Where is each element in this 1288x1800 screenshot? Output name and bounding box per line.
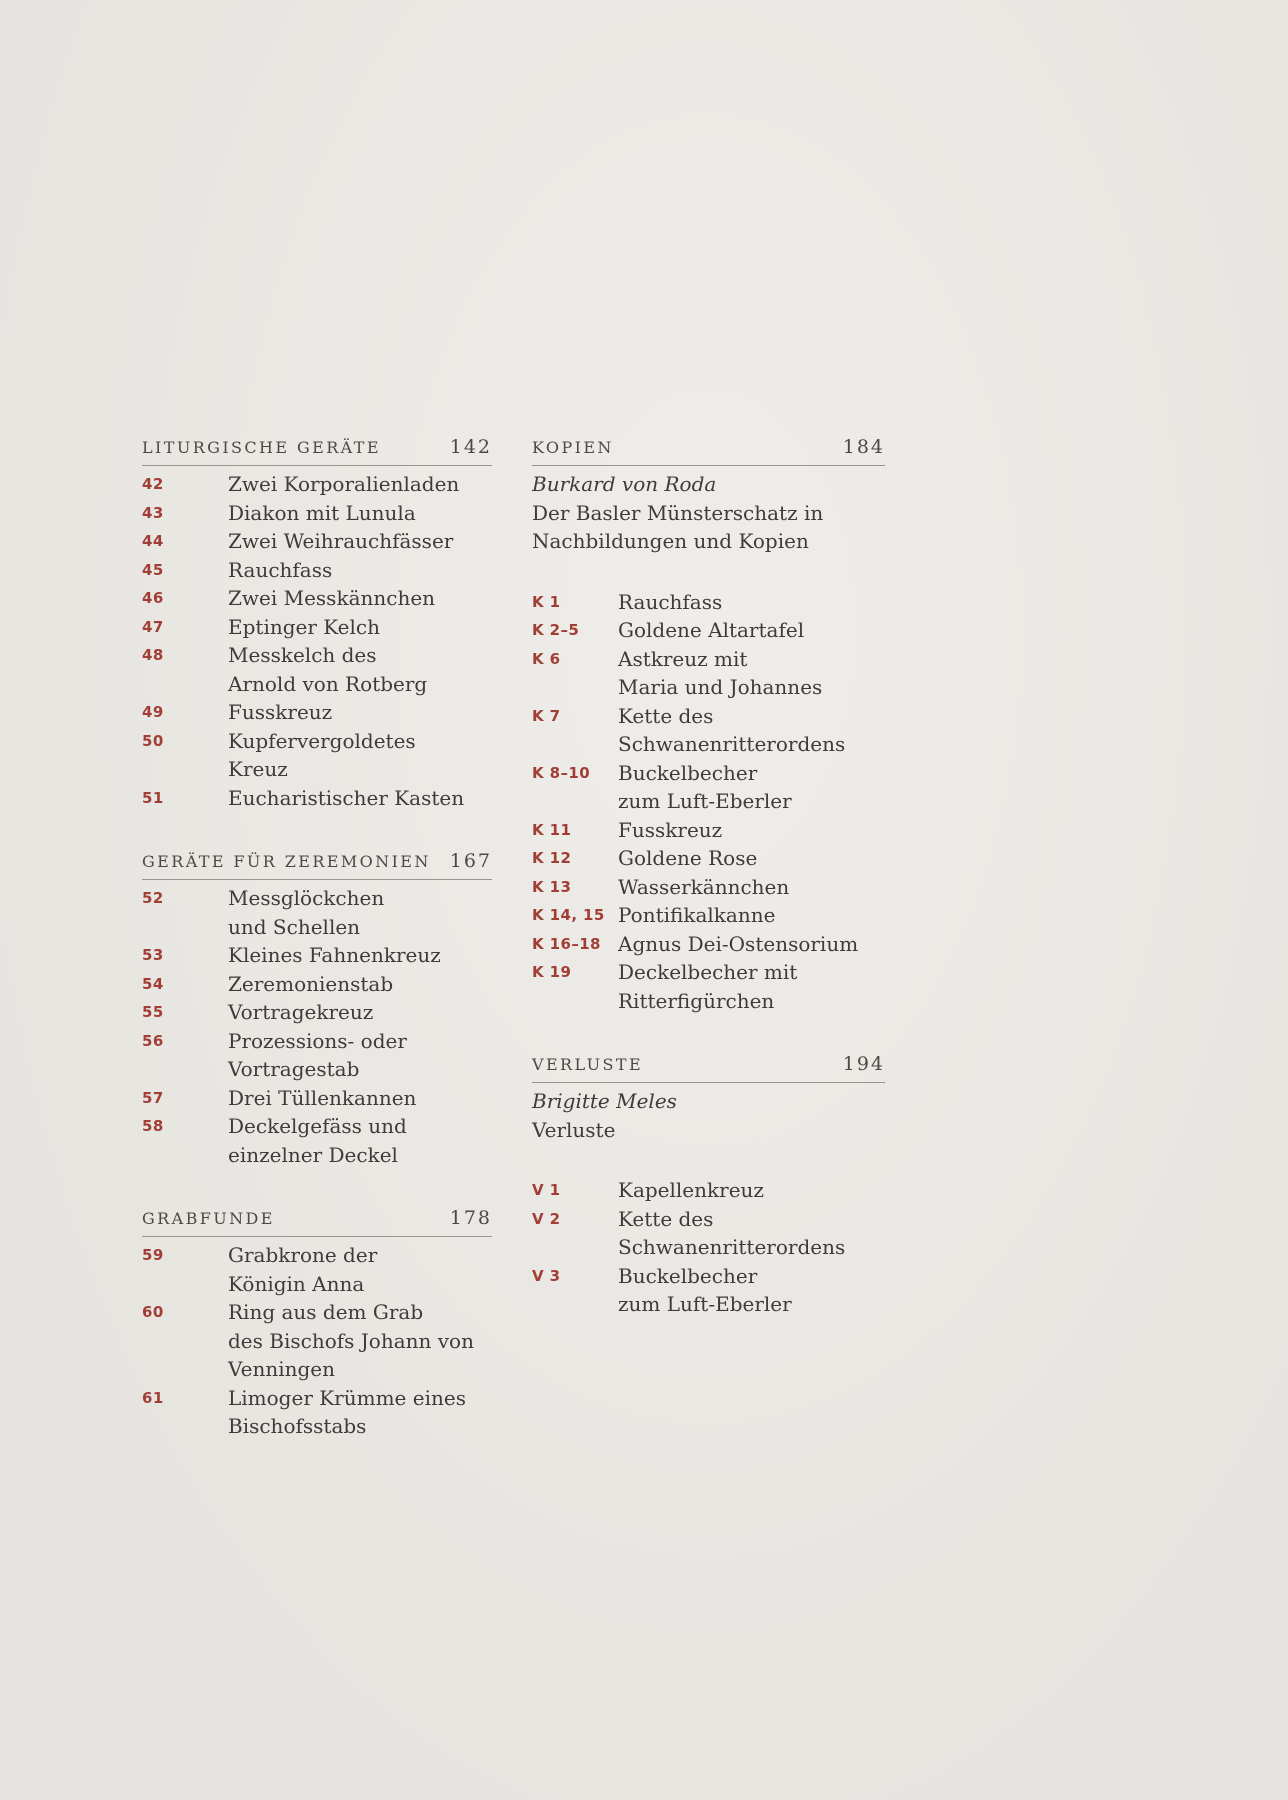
- toc-entry: [142, 584, 492, 613]
- entry-text: [228, 1384, 492, 1441]
- entry-number: 54: [142, 974, 164, 993]
- toc-entry: [532, 873, 885, 902]
- entry-number: 42: [142, 475, 164, 493]
- entry-number: 46: [142, 589, 164, 607]
- entry-line: Rauchfass: [228, 557, 333, 582]
- toc-entry: [142, 970, 492, 999]
- section-header: [532, 1053, 885, 1083]
- toc-entry: [532, 645, 885, 702]
- entry-text: [618, 645, 885, 702]
- entry-text: [228, 556, 492, 585]
- entry-text: [618, 816, 885, 845]
- entry-text: [618, 1262, 885, 1319]
- entry-number: 57: [142, 1088, 164, 1107]
- entry-line: Kreuz: [228, 757, 288, 781]
- entry-text: [228, 499, 492, 528]
- entry-text: [618, 588, 885, 617]
- toc-entry: [142, 1241, 492, 1298]
- entry-line: Eptinger Kelch: [228, 614, 380, 639]
- section-page-number: 142: [449, 436, 492, 458]
- toc-section: [532, 1053, 885, 1319]
- entry-text: [228, 1241, 492, 1298]
- entry-text: [228, 584, 492, 613]
- entry-text: [618, 1176, 885, 1205]
- entry-text: [228, 698, 492, 727]
- entry-text: [618, 759, 885, 816]
- entry-number: 52: [142, 889, 164, 907]
- entry-text: [618, 901, 885, 930]
- toc-entry: [142, 641, 492, 698]
- toc-entry: [142, 884, 492, 941]
- entry-line: Messglöckchen: [228, 886, 385, 910]
- entry-line: Pontifikalkanne: [618, 903, 776, 927]
- entry-number: 51: [142, 788, 164, 807]
- entry-line: Goldene Rose: [618, 846, 758, 870]
- entry-line: Kette des: [618, 703, 714, 728]
- entry-number: 53: [142, 946, 164, 964]
- entry-number: K 19: [532, 963, 572, 981]
- toc-entry: [142, 998, 492, 1027]
- section-header: [142, 850, 492, 880]
- entry-text: [228, 470, 492, 499]
- entry-number: V 3: [532, 1266, 561, 1285]
- section-intro-line: Der Basler Münsterschatz in: [532, 500, 824, 525]
- section-page-number: 184: [842, 436, 885, 458]
- section-body: [532, 1083, 885, 1319]
- entry-line: zum Luft-Eberler: [618, 1292, 792, 1316]
- entry-number: 50: [142, 731, 164, 750]
- entry-number: 49: [142, 703, 164, 721]
- entry-text: [618, 958, 885, 1015]
- section-page-number: 194: [842, 1053, 885, 1075]
- toc-entry: [142, 527, 492, 556]
- entry-line: Fusskreuz: [228, 700, 333, 724]
- entry-line: Zeremonienstab: [228, 971, 394, 996]
- entry-number: 44: [142, 532, 164, 550]
- toc-entry: [142, 470, 492, 499]
- toc-entry: [532, 844, 885, 873]
- entry-line: Fusskreuz: [618, 817, 723, 842]
- entry-text: [228, 613, 492, 642]
- entry-number: 43: [142, 503, 164, 522]
- toc-entry: [532, 816, 885, 845]
- entry-text: [228, 970, 492, 999]
- section-title: LITURGISCHE GERÄTE: [142, 438, 381, 457]
- entry-line: Kupfervergoldetes: [228, 728, 416, 753]
- entry-line: Eucharistischer Kasten: [228, 785, 465, 810]
- entry-number: K 16–18: [532, 934, 601, 953]
- toc-entry: [532, 702, 885, 759]
- entry-line: Bischofsstabs: [228, 1414, 367, 1438]
- entry-line: Deckelgefäss und: [228, 1114, 407, 1138]
- entry-line: Messkelch des: [228, 643, 377, 667]
- entry-line: Prozessions- oder: [228, 1028, 407, 1053]
- entry-number: K 7: [532, 706, 561, 725]
- section-header: [142, 1207, 492, 1237]
- entry-line: Arnold von Rotberg: [228, 671, 428, 696]
- entry-line: zum Luft-Eberler: [618, 789, 792, 813]
- entry-number: 55: [142, 1003, 164, 1021]
- toc-section: [142, 850, 492, 1169]
- entry-text: [228, 1027, 492, 1084]
- entry-line: Limoger Krümme eines: [228, 1385, 466, 1410]
- entry-number: 56: [142, 1031, 164, 1050]
- entry-number: K 8–10: [532, 763, 591, 782]
- section-title: GRABFUNDE: [142, 1209, 275, 1228]
- toc-entry: [142, 556, 492, 585]
- entry-line: Deckelbecher mit: [618, 960, 798, 984]
- entry-line: Zwei Messkännchen: [228, 586, 436, 610]
- entry-text: [228, 727, 492, 784]
- entry-line: Maria und Johannes: [618, 675, 823, 699]
- toc-section: [142, 436, 492, 812]
- entry-text: [228, 941, 492, 970]
- entry-text: [228, 884, 492, 941]
- item-list: [142, 1241, 492, 1441]
- entry-number: K 6: [532, 649, 561, 668]
- toc-entry: [142, 613, 492, 642]
- entry-text: [618, 702, 885, 759]
- item-list: [532, 1176, 885, 1319]
- toc-entry: [142, 727, 492, 784]
- toc-entry: [532, 759, 885, 816]
- entry-number: 58: [142, 1117, 164, 1135]
- entry-line: Ritterfigürchen: [618, 988, 775, 1013]
- entry-text: [618, 616, 885, 645]
- section-title: VERLUSTE: [532, 1055, 644, 1074]
- toc-entry: [532, 1205, 885, 1262]
- entry-text: [618, 844, 885, 873]
- entry-line: Kleines Fahnenkreuz: [228, 943, 441, 967]
- entry-number: K 14, 15: [532, 906, 605, 924]
- entry-text: [228, 1084, 492, 1113]
- entry-line: des Bischofs Johann von: [228, 1328, 474, 1353]
- section-author: Burkard von Roda: [532, 472, 717, 496]
- entry-number: K 11: [532, 820, 572, 839]
- entry-text: [618, 873, 885, 902]
- entry-number: K 12: [532, 849, 572, 867]
- toc-column-right: [532, 436, 885, 1319]
- item-list: [532, 588, 885, 1016]
- entry-text: [618, 1205, 885, 1262]
- toc-entry: [142, 698, 492, 727]
- toc-column-left: [142, 436, 492, 1441]
- entry-text: [228, 1298, 492, 1384]
- entry-text: [228, 1112, 492, 1169]
- entry-line: Schwanenritterordens: [618, 732, 846, 756]
- toc-entry: [532, 930, 885, 959]
- entry-text: [228, 998, 492, 1027]
- entry-line: Vortragekreuz: [228, 1000, 374, 1024]
- entry-number: V 1: [532, 1181, 561, 1199]
- item-list: [142, 884, 492, 1169]
- entry-line: Ring aus dem Grab: [228, 1300, 424, 1324]
- toc-section: [532, 436, 885, 1015]
- entry-line: Schwanenritterordens: [618, 1235, 846, 1259]
- entry-line: Agnus Dei-Ostensorium: [618, 931, 859, 956]
- section-body: [142, 1237, 492, 1441]
- toc-entry: [532, 588, 885, 617]
- toc-entry: [532, 1262, 885, 1319]
- section-body: [142, 880, 492, 1169]
- entry-number: 59: [142, 1246, 164, 1264]
- entry-number: 48: [142, 646, 164, 664]
- entry-line: Vortragestab: [228, 1057, 360, 1081]
- toc-entry: [142, 1112, 492, 1169]
- section-title: KOPIEN: [532, 438, 614, 457]
- section-header: [532, 436, 885, 466]
- entry-line: Diakon mit Lunula: [228, 500, 416, 525]
- entry-line: Grabkrone der: [228, 1243, 378, 1267]
- toc-section: [142, 1207, 492, 1441]
- toc-entry: [142, 784, 492, 813]
- entry-line: Astkreuz mit: [618, 646, 748, 671]
- toc-entry: [532, 901, 885, 930]
- section-body: [142, 466, 492, 812]
- entry-line: Goldene Altartafel: [618, 618, 805, 642]
- entry-text: [228, 641, 492, 698]
- section-title: GERÄTE FÜR ZEREMONIEN: [142, 852, 431, 871]
- entry-line: Kette des: [618, 1206, 714, 1231]
- entry-number: K 2–5: [532, 621, 580, 639]
- entry-number: K 1: [532, 592, 561, 611]
- entry-line: Zwei Korporalienladen: [228, 472, 460, 496]
- entry-text: [228, 784, 492, 813]
- toc-entry: [142, 1384, 492, 1441]
- entry-line: Buckelbecher: [618, 760, 758, 785]
- entry-number: K 13: [532, 877, 572, 896]
- section-body: [532, 466, 885, 1015]
- entry-number: 61: [142, 1388, 164, 1407]
- section-author: Brigitte Meles: [532, 1089, 677, 1113]
- section-intro-line: Verluste: [532, 1117, 616, 1142]
- entry-line: Buckelbecher: [618, 1263, 758, 1288]
- section-intro-line: Nachbildungen und Kopien: [532, 529, 809, 553]
- entry-number: 45: [142, 560, 164, 579]
- entry-line: Drei Tüllenkannen: [228, 1085, 417, 1110]
- toc-entry: [142, 499, 492, 528]
- toc-entry: [532, 1176, 885, 1205]
- entry-line: einzelner Deckel: [228, 1142, 398, 1167]
- entry-line: Wasserkännchen: [618, 874, 790, 899]
- entry-number: V 2: [532, 1209, 561, 1228]
- entry-number: 47: [142, 617, 164, 636]
- section-page-number: 167: [449, 850, 492, 872]
- toc-entry: [142, 1298, 492, 1384]
- section-page-number: 178: [449, 1207, 492, 1229]
- entry-line: Kapellenkreuz: [618, 1178, 764, 1202]
- entry-text: [618, 930, 885, 959]
- entry-line: Rauchfass: [618, 589, 723, 614]
- toc-entry: [142, 1027, 492, 1084]
- entry-line: Zwei Weihrauchfässer: [228, 529, 454, 553]
- item-list: [142, 470, 492, 812]
- entry-line: Venningen: [228, 1357, 336, 1381]
- entry-number: 60: [142, 1303, 164, 1321]
- toc-entry: [142, 941, 492, 970]
- entry-text: [228, 527, 492, 556]
- toc-entry: [532, 958, 885, 1015]
- section-header: [142, 436, 492, 466]
- entry-line: und Schellen: [228, 914, 361, 939]
- entry-line: Königin Anna: [228, 1271, 365, 1296]
- toc-entry: [532, 616, 885, 645]
- toc-entry: [142, 1084, 492, 1113]
